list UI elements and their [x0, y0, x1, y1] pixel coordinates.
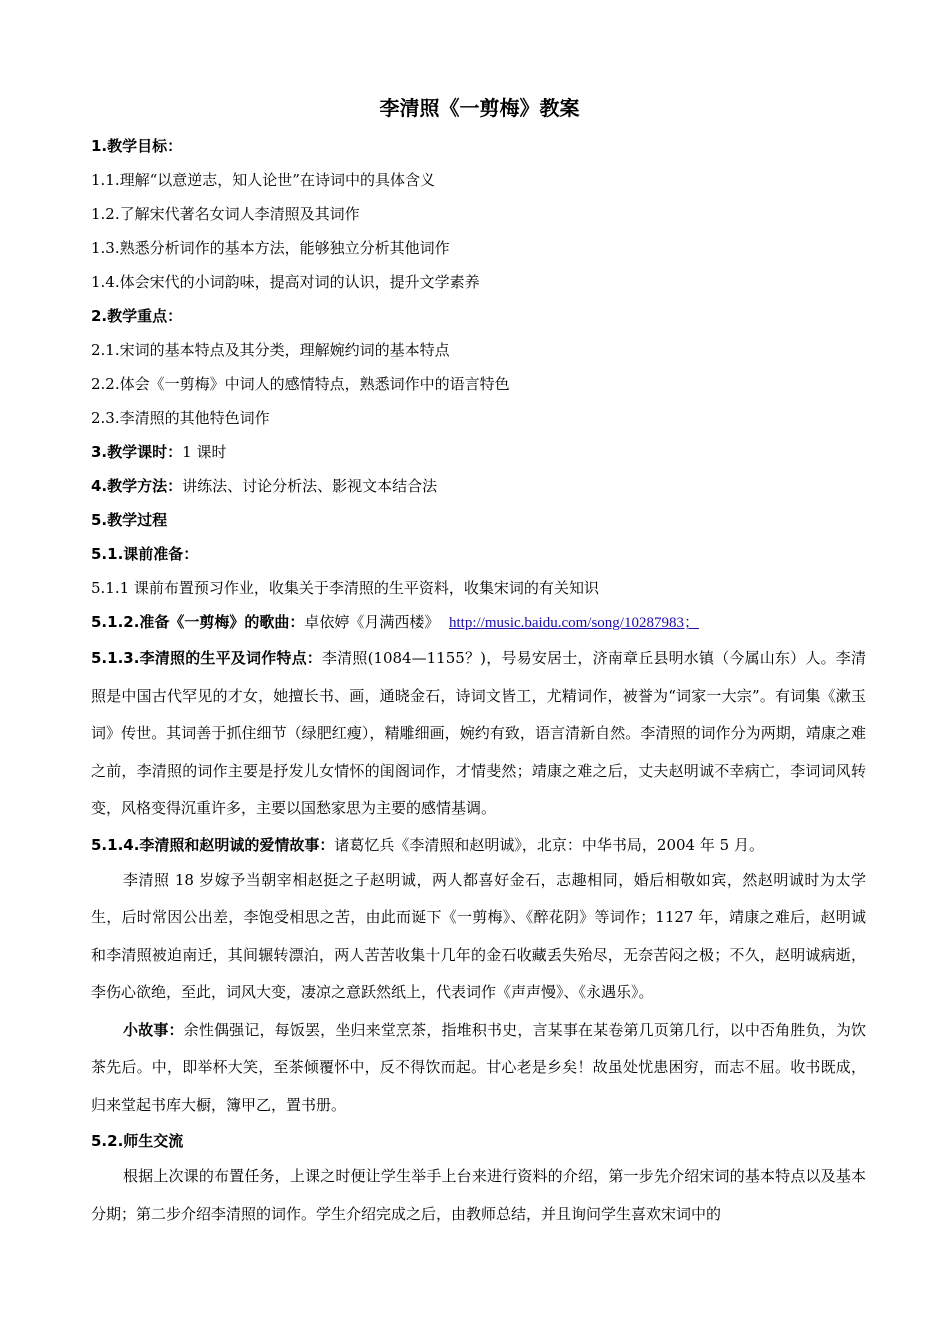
- objective-item: 1.3.熟悉分析词作的基本方法，能够独立分析其他词作: [91, 239, 450, 257]
- anecdote-label: 小故事：: [123, 1020, 184, 1039]
- section-5-1-3-text: 李清照(1084—1155？)，号易安居士，济南章丘县明水镇（今属山东）人。李清照是中国古代罕见的才女，她擅长书、画，通晓金石，诗词文皆工，尤精词作，被誉为“词家一大宗”。有词集《漱玉词》传世。其词善于抓住细节（绿肥红瘦），精雕细画，婉约有致，语言清新自然。李清照的词作分为两期，靖康之难之前，李清照的词作主要是抒发儿女情怀的闺阁词作，才情斐然；靖康之难之后，丈夫赵明诚不幸病亡，李词词风转变，风格变得沉重许多，主要以国愁家思为主要的感情基调。: [91, 649, 866, 817]
- section-5-1-2-label: 5.1.2.准备《一剪梅》的歌曲：: [91, 613, 305, 631]
- section-4-label: 4.教学方法：: [91, 477, 183, 495]
- love-story-paragraph: 李清照 18 岁嫁予当朝宰相赵挺之子赵明诚，两人都喜好金石，志趣相同，婚后相敬如宾，然赵明诚时为太学生，后时常因公出差，李饱受相思之苦，由此而诞下《一剪梅》、《醉花阴》等词作；1127 年，靖康之难后，赵明诚和李清照被迫南迁，其间辗转漂泊，两人苦苦收集十几年的金石收藏丢失殆尽，无奈苦闷之极；不久，赵明诚病逝，李伤心欲绝，至此，词风大变，凄凉之意跃然纸上，代表词作《声声慢》、《永遇乐》。: [91, 870, 866, 1001]
- song-link[interactable]: http://music.baidu.com/song/10287983；: [448, 615, 699, 631]
- anecdote-paragraph: [91, 1012, 866, 1125]
- section-5-1-3-label: 5.1.3.李清照的生平及词作特点：: [91, 649, 322, 667]
- section-3-row: [91, 435, 866, 469]
- section-5-1-4-label: 5.1.4.李清照和赵明诚的爱情故事：: [91, 835, 335, 854]
- section-5-1-2-row: [91, 605, 866, 640]
- document-title: 李清照《一剪梅》教案: [379, 96, 580, 120]
- anecdote-text: 余性偶强记，每饭罢，坐归来堂烹茶，指堆积书史，言某事在某卷第几页第几行，以中否角胜负，为饮茶先后。中，即举杯大笑，至茶倾覆怀中，反不得饮而起。甘心老是乡矣！故虽处忧患困穷，而志不屈。收书既成，归来堂起书库大橱，簿甲乙，置书册。: [91, 1020, 866, 1114]
- section-5-2-paragraph: 根据上次课的布置任务，上课之时便让学生举手上台来进行资料的介绍，第一步先介绍宋词的基本特点以及基本分期；第二步介绍李清照的词作。学生介绍完成之后，由教师总结，并且询问学生喜欢宋词中的: [91, 1167, 866, 1223]
- section-3-label: 3.教学课时：: [91, 443, 183, 461]
- key-point-item: 2.3.李清照的其他特色词作: [91, 409, 270, 427]
- section-5-heading: 5.教学过程: [91, 511, 168, 529]
- objective-item: 1.2.了解宋代著名女词人李清照及其词作: [91, 205, 360, 223]
- section-5-1-4-row: [91, 828, 866, 862]
- objective-item: 1.1.理解“以意逆志，知人论世”在诗词中的具体含义: [91, 171, 435, 189]
- section-4-value: 讲练法、讨论分析法、影视文本结合法: [182, 477, 438, 495]
- section-5-1-1-text: 5.1.1 课前布置预习作业，收集关于李清照的生平资料，收集宋词的有关知识: [91, 579, 599, 597]
- objective-item: 1.4.体会宋代的小词韵味，提高对词的认识，提升文学素养: [91, 273, 480, 291]
- section-3-value: 1 课时: [182, 443, 227, 461]
- section-5-2-heading: 5.2.师生交流: [91, 1132, 184, 1150]
- section-5-1-heading: 5.1.课前准备：: [91, 545, 199, 563]
- section-5-1-2-value: 卓依婷《月满西楼》: [304, 613, 440, 631]
- section-4-row: [91, 469, 866, 503]
- key-point-item: 2.1.宋词的基本特点及其分类，理解婉约词的基本特点: [91, 341, 450, 359]
- section-2-heading: 2.教学重点：: [91, 307, 183, 325]
- section-1-heading: 1.教学目标：: [91, 137, 183, 155]
- section-5-1-3-paragraph: [91, 640, 866, 828]
- key-point-item: 2.2.体会《一剪梅》中词人的感情特点，熟悉词作中的语言特色: [91, 375, 510, 393]
- section-5-1-4-value: 诸葛忆兵《李清照和赵明诚》，北京：中华书局，2004 年 5 月。: [334, 835, 764, 854]
